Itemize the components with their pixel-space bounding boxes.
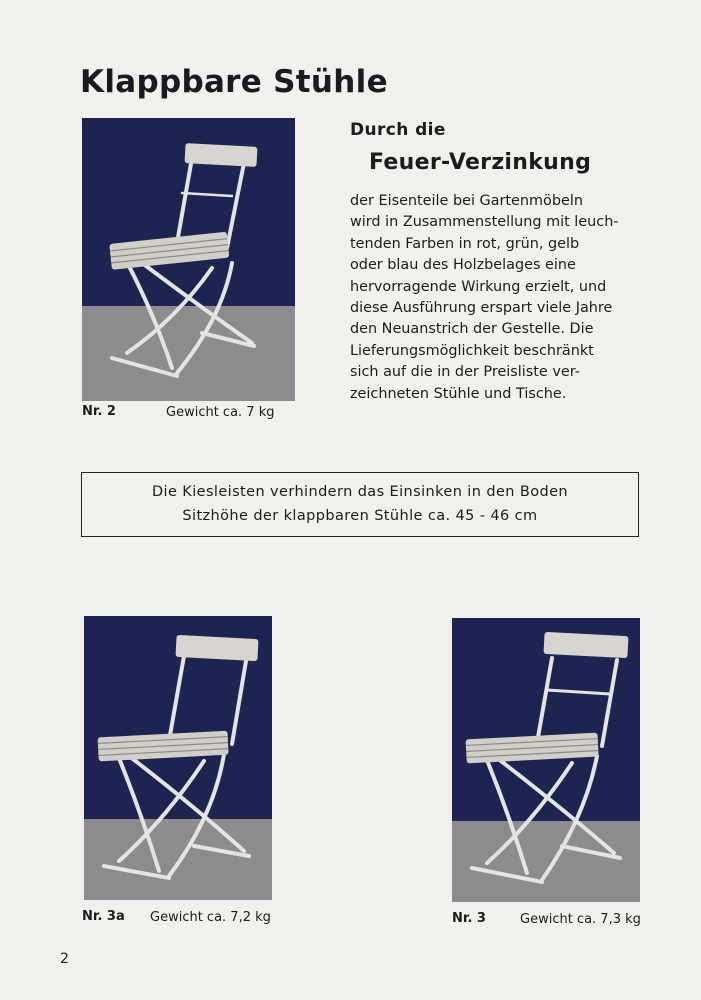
product-weight-nr2: Gewicht ca. 7 kg xyxy=(166,405,275,420)
product-weight-nr3a: Gewicht ca. 7,2 kg xyxy=(150,910,271,925)
body-line: Lieferungsmöglichkeit beschränkt xyxy=(350,342,594,359)
notice-box xyxy=(81,472,639,537)
chair-photo-nr3a xyxy=(84,616,272,900)
chair-photo-nr3 xyxy=(452,618,640,902)
body-line: sich auf die in der Preisliste ver- xyxy=(350,364,580,381)
notice-line-2: Sitzhöhe der klappbaren Stühle ca. 45 - 46 cm xyxy=(182,508,538,524)
body-line: oder blau des Holzbelages eine xyxy=(350,257,576,274)
page-title: Klappbare Stühle xyxy=(80,64,388,100)
body-line: der Eisenteile bei Gartenmöbeln xyxy=(350,193,583,209)
body-paragraph xyxy=(350,191,642,405)
body-line: wird in Zusammenstellung mit leuch- xyxy=(350,214,619,231)
body-line: tenden Farben in rot, grün, gelb xyxy=(350,235,580,252)
heading-large: Feuer-Verzinkung xyxy=(369,150,592,175)
product-weight-nr3: Gewicht ca. 7,3 kg xyxy=(520,912,641,927)
heading-small: Durch die xyxy=(350,120,446,140)
product-number-nr2: Nr. 2 xyxy=(82,404,116,419)
body-line: den Neuanstrich der Gestelle. Die xyxy=(350,321,594,338)
body-line: diese Ausführung erspart viele Jahre xyxy=(350,300,613,317)
notice-line-1: Die Kiesleisten verhindern das Einsinken in den Boden xyxy=(151,484,568,500)
chair-photo-nr2 xyxy=(82,118,295,401)
body-line: zeichneten Stühle und Tische. xyxy=(350,385,567,402)
product-number-nr3: Nr. 3 xyxy=(452,911,486,926)
body-line: hervorragende Wirkung erzielt, und xyxy=(350,278,607,295)
product-number-nr3a: Nr. 3a xyxy=(82,909,125,924)
page-number: 2 xyxy=(60,951,69,967)
